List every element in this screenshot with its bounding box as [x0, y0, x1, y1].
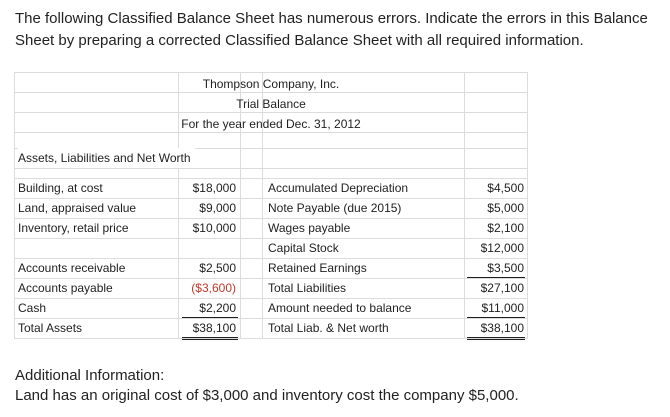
balance-sheet	[14, 72, 528, 339]
statement-title: Trial Balance	[236, 97, 306, 111]
asset-label: Cash	[18, 301, 47, 315]
asset-label: Building, at cost	[18, 181, 103, 195]
liability-label: Wages payable	[268, 221, 351, 235]
liability-amount: $5,000	[487, 201, 524, 215]
subtotal-underline	[467, 277, 525, 279]
equity-label: Capital Stock	[268, 241, 339, 255]
liability-label: Accumulated Depreciation	[268, 181, 409, 195]
subtotal-underline	[467, 317, 525, 319]
asset-amount: $10,000	[192, 221, 236, 235]
total-liabilities-label: Total Liabilities	[268, 281, 347, 295]
asset-amount-negative: ($3,600)	[191, 281, 236, 295]
asset-amount: $9,000	[199, 201, 236, 215]
equity-amount: $12,000	[480, 241, 524, 255]
statement-period: For the year ended Dec. 31, 2012	[181, 117, 361, 131]
instructions-line-2: Sheet by preparing a corrected Classified Balance Sheet with all required information.	[15, 32, 584, 49]
additional-heading: Additional Information:	[15, 367, 165, 384]
additional-information	[15, 366, 665, 406]
instructions-line-1: The following Classified Balance Sheet has numerous errors. Indicate the errors in this Balance	[15, 10, 648, 27]
equity-amount: $3,500	[487, 261, 524, 275]
grid-line	[14, 338, 528, 339]
subtotal-underline	[182, 317, 238, 319]
asset-label: Accounts payable	[18, 281, 113, 295]
grid-line	[14, 168, 528, 169]
liability-amount: $2,100	[487, 221, 524, 235]
section-heading: Assets, Liabilities and Net Worth	[18, 148, 195, 168]
total-assets-amount: $38,100	[192, 321, 236, 335]
balancing-amount: $11,000	[481, 301, 524, 315]
asset-amount: $2,200	[199, 301, 236, 315]
instructions	[15, 8, 665, 52]
asset-label: Accounts receivable	[18, 261, 126, 275]
grid-line	[14, 72, 528, 73]
asset-label: Inventory, retail price	[18, 221, 129, 235]
asset-amount: $18,000	[192, 181, 236, 195]
total-assets-label: Total Assets	[18, 321, 83, 335]
balancing-label: Amount needed to balance	[268, 301, 412, 315]
asset-label: Land, appraised value	[18, 201, 137, 215]
equity-label: Retained Earnings	[268, 261, 367, 275]
liability-label: Note Payable (due 2015)	[268, 201, 402, 215]
additional-text: Land has an original cost of $3,000 and inventory cost the company $5,000.	[15, 387, 519, 404]
liability-amount: $4,500	[487, 181, 524, 195]
asset-amount: $2,500	[199, 261, 236, 275]
total-double-underline	[182, 337, 238, 340]
total-liabilities-amount: $27,100	[480, 281, 524, 295]
total-liab-networth-amount: $38,100	[480, 321, 524, 335]
total-double-underline	[467, 337, 525, 340]
company-name: Thompson Company, Inc.	[202, 77, 340, 91]
total-liab-networth-label: Total Liab. & Net worth	[268, 321, 389, 335]
